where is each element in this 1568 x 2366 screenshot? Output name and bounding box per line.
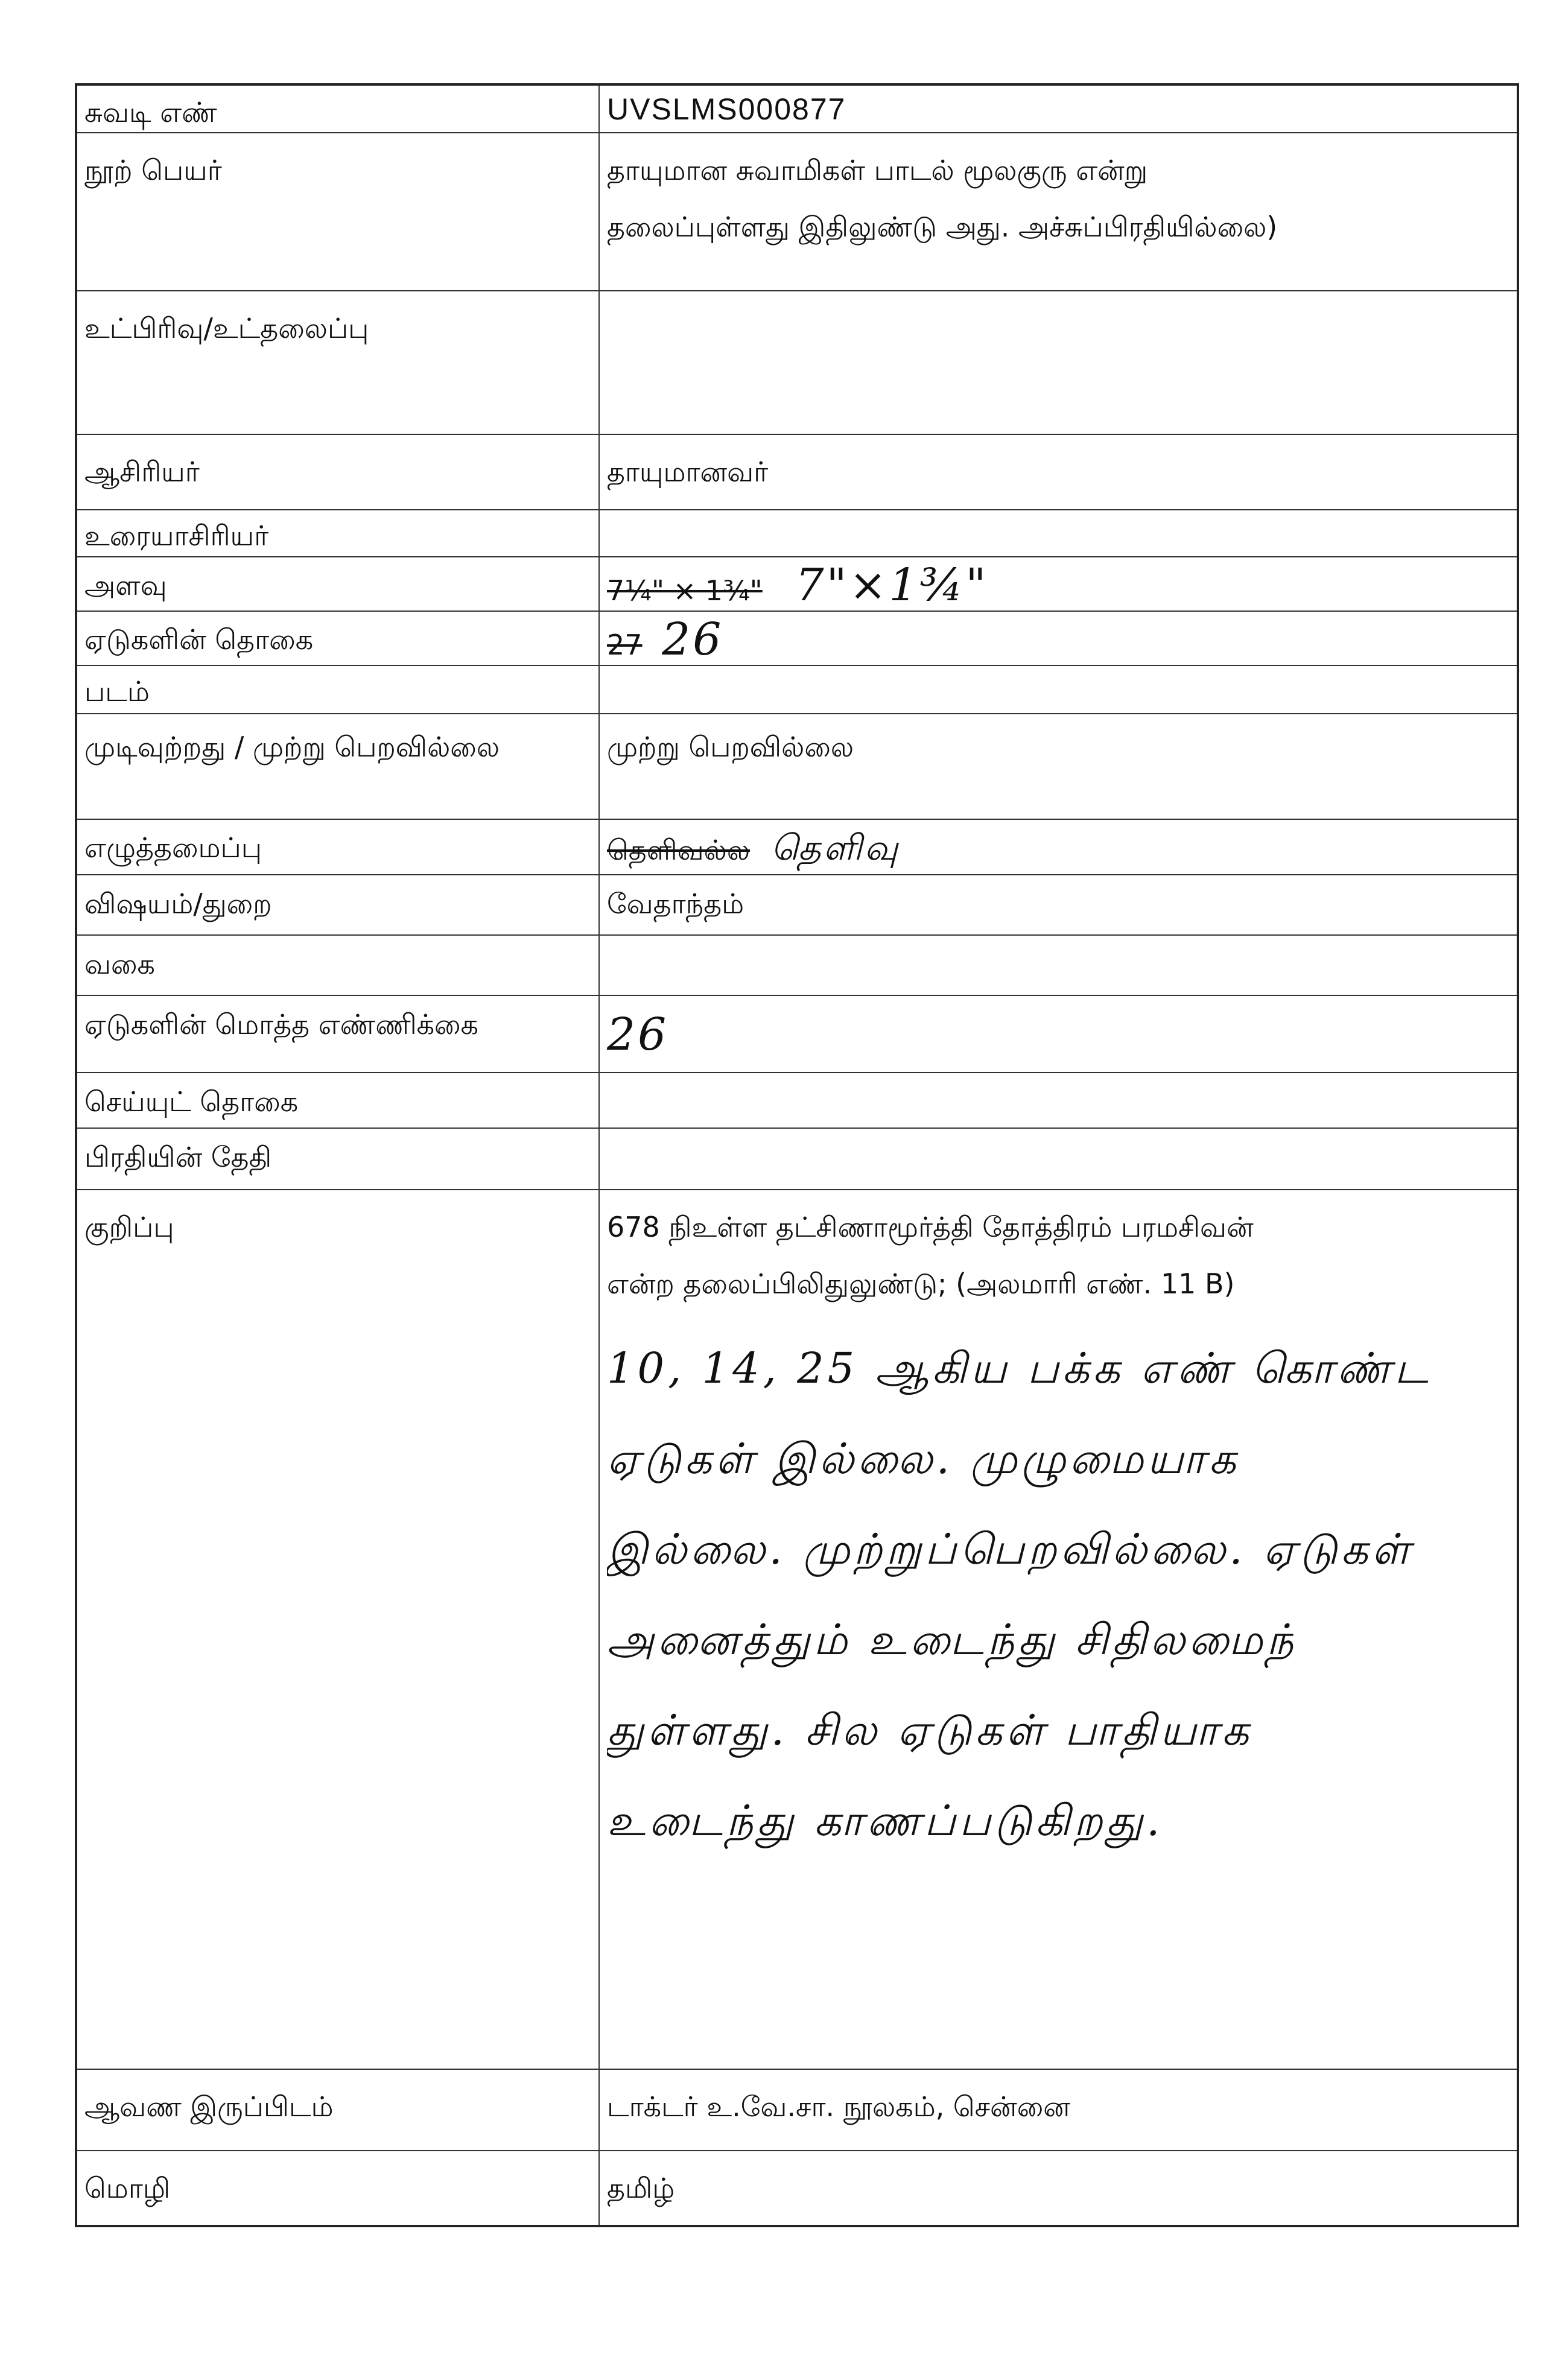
record-table bbox=[75, 83, 1519, 2227]
size-handwritten: 7"×1¾" bbox=[795, 559, 989, 611]
row-leaf-count bbox=[76, 611, 1518, 665]
row-copy-date bbox=[76, 1128, 1518, 1190]
handwritten-note-line-1: 10, 14, 25 ஆகிய பக்க எண் கொண்ட bbox=[607, 1343, 1432, 1393]
label-notes: குறிப்பு bbox=[76, 1190, 599, 2069]
value-total-leaves bbox=[599, 995, 1518, 1073]
label-copy-date: பிரதியின் தேதி bbox=[76, 1128, 599, 1190]
script-handwritten: தெளிவு bbox=[770, 827, 901, 868]
value-author: தாயுமானவர் bbox=[599, 434, 1518, 510]
notes-line-2: என்ற தலைப்பிலிதுலுண்டு; (அலமாரி எண். 11 B) bbox=[607, 1267, 1235, 1300]
label-manuscript-number: சுவடி எண் bbox=[76, 84, 599, 133]
handwritten-note bbox=[607, 1323, 1509, 1866]
script-struck: தெளிவல்ல bbox=[607, 834, 751, 866]
value-size bbox=[599, 557, 1518, 611]
value-completion: முற்று பெறவில்லை bbox=[599, 714, 1518, 819]
label-picture: படம் bbox=[76, 665, 599, 714]
row-completion bbox=[76, 714, 1518, 819]
row-author bbox=[76, 434, 1518, 510]
row-subdivision bbox=[76, 291, 1518, 434]
notes-line-1: 678 நிஉள்ள தட்சிணாமூர்த்தி தோத்திரம் பரமசிவன் bbox=[607, 1211, 1254, 1243]
size-struck: 7¼" × 1¾" bbox=[607, 574, 763, 607]
row-language bbox=[76, 2151, 1518, 2226]
value-script bbox=[599, 819, 1518, 875]
row-subject bbox=[76, 875, 1518, 935]
value-notes bbox=[599, 1190, 1518, 2069]
manuscript-record-sheet bbox=[75, 83, 1484, 2227]
row-book-title bbox=[76, 133, 1518, 291]
handwritten-note-line-2: ஏடுகள் இல்லை. முழுமையாக bbox=[607, 1434, 1240, 1483]
label-type: வகை bbox=[76, 935, 599, 995]
label-total-leaves: ஏடுகளின் மொத்த எண்ணிக்கை bbox=[76, 995, 599, 1073]
label-commentator: உரையாசிரியர் bbox=[76, 510, 599, 557]
value-type bbox=[599, 935, 1518, 995]
value-leaf-count bbox=[599, 611, 1518, 665]
label-completion: முடிவுற்றது / முற்று பெறவில்லை bbox=[76, 714, 599, 819]
label-subject: விஷயம்/துறை bbox=[76, 875, 599, 935]
label-repository: ஆவண இருப்பிடம் bbox=[76, 2069, 599, 2151]
total-leaves-handwritten: 26 bbox=[607, 1009, 669, 1061]
row-total-leaves bbox=[76, 995, 1518, 1073]
value-manuscript-number: UVSLMS000877 bbox=[599, 84, 1518, 133]
leaf-count-handwritten: 26 bbox=[662, 614, 724, 665]
value-copy-date bbox=[599, 1128, 1518, 1190]
value-language: தமிழ் bbox=[599, 2151, 1518, 2226]
label-author: ஆசிரியர் bbox=[76, 434, 599, 510]
book-title-line-1: தாயுமான சுவாமிகள் பாடல் மூலகுரு என்று bbox=[607, 154, 1148, 186]
label-subdivision: உட்பிரிவு/உட்தலைப்பு bbox=[76, 291, 599, 434]
value-subject: வேதாந்தம் bbox=[599, 875, 1518, 935]
row-script bbox=[76, 819, 1518, 875]
row-manuscript-number bbox=[76, 84, 1518, 133]
label-size: அளவு bbox=[76, 557, 599, 611]
leaf-count-struck: 27 bbox=[607, 629, 643, 661]
row-picture bbox=[76, 665, 1518, 714]
row-repository bbox=[76, 2069, 1518, 2151]
label-leaf-count: ஏடுகளின் தொகை bbox=[76, 611, 599, 665]
handwritten-note-line-5: துள்ளது. சில ஏடுகள் பாதியாக bbox=[607, 1705, 1252, 1755]
handwritten-note-line-4: அனைத்தும் உடைந்து சிதிலமைந் bbox=[607, 1615, 1297, 1664]
value-commentator bbox=[599, 510, 1518, 557]
value-book-title bbox=[599, 133, 1518, 291]
value-picture bbox=[599, 665, 1518, 714]
row-size bbox=[76, 557, 1518, 611]
row-type bbox=[76, 935, 1518, 995]
row-notes bbox=[76, 1190, 1518, 2069]
row-verse-count bbox=[76, 1073, 1518, 1128]
label-book-title: நூற் பெயர் bbox=[76, 133, 599, 291]
book-title-line-2: தலைப்புள்ளது இதிலுண்டு அது. அச்சுப்பிரதியில்லை) bbox=[607, 211, 1278, 243]
handwritten-note-line-3: இல்லை. முற்றுப்பெறவில்லை. ஏடுகள் bbox=[607, 1524, 1414, 1574]
value-repository: டாக்டர் உ.வே.சா. நூலகம், சென்னை bbox=[599, 2069, 1518, 2151]
handwritten-note-line-6: உடைந்து காணப்படுகிறது. bbox=[607, 1796, 1164, 1845]
label-script: எழுத்தமைப்பு bbox=[76, 819, 599, 875]
row-commentator bbox=[76, 510, 1518, 557]
label-language: மொழி bbox=[76, 2151, 599, 2226]
value-subdivision bbox=[599, 291, 1518, 434]
label-verse-count: செய்யுட் தொகை bbox=[76, 1073, 599, 1128]
value-verse-count bbox=[599, 1073, 1518, 1128]
